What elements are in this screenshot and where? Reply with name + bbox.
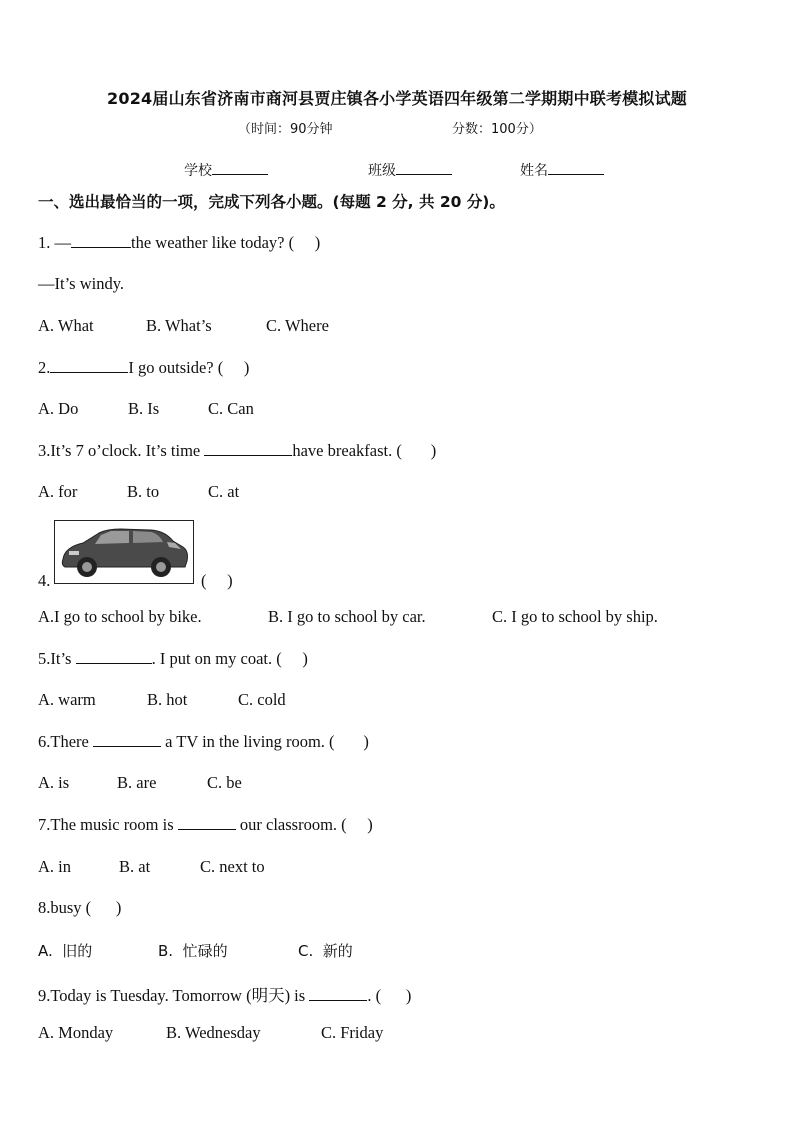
option-b[interactable]: B. are [117,773,157,792]
exam-time: （时间：90分钟 [238,122,333,137]
option-a[interactable]: A.I go to school by bike. [38,607,202,626]
question-text: a TV in the living room. ( ) [160,732,369,751]
option-b[interactable]: B. I go to school by car. [268,607,426,626]
name-label: 姓名 [520,163,548,179]
question-text: 7.The music room is [38,815,178,834]
question-4 [38,571,50,591]
option-c[interactable]: C. I go to school by ship. [492,607,658,626]
option-a[interactable]: A. What [38,316,94,335]
question-1 [38,233,320,253]
option-c[interactable]: C. Can [208,399,254,418]
option-c[interactable]: C. Where [266,316,329,335]
school-label: 学校 [184,163,212,179]
option-c[interactable]: C. Friday [321,1023,384,1042]
question-6 [38,732,369,752]
option-b[interactable]: B. to [127,482,160,501]
option-a[interactable]: A. in [38,857,71,876]
option-b[interactable]: B. Wednesday [166,1023,261,1042]
question-5 [38,649,308,669]
question-text: the weather like today? ( ) [131,233,321,252]
question-2 [38,358,249,378]
question-text: 4. [38,571,51,590]
question-text: I go outside? ( ) [128,358,250,377]
name-field[interactable] [520,160,548,180]
class-label: 班级 [368,163,396,179]
option-a[interactable]: A. 旧的 [38,942,93,960]
question-text: our classroom. ( ) [235,815,373,834]
section-title: 一、选出最恰当的一项，完成下列各小题。(每题 2 分, 共 20 分)。 [38,193,505,211]
car-icon [55,521,193,583]
question-8: 8.busy ( ) [38,898,122,917]
question-text: 3.It’s 7 o’clock. It’s time [38,441,205,460]
option-c[interactable]: C. next to [200,857,265,876]
option-a[interactable]: A. warm [38,690,96,709]
question-4-paren: ( ) [201,571,233,590]
question-3 [38,441,436,461]
school-field[interactable] [184,160,212,180]
option-a[interactable]: A. Do [38,399,79,418]
option-c[interactable]: C. at [208,482,240,501]
option-b[interactable]: B. What’s [146,316,212,335]
option-b[interactable]: B. at [119,857,151,876]
question-text: have breakfast. ( ) [292,441,437,460]
option-b[interactable]: B. Is [128,399,160,418]
question-text: 2. [38,358,51,377]
question-text: . I put on my coat. ( ) [151,649,308,668]
class-field[interactable] [368,160,396,180]
question-1-reply: —It’s windy. [38,274,125,293]
question-text: 5.It’s [38,649,76,668]
option-a[interactable]: A. is [38,773,70,792]
option-a[interactable]: A. Monday [38,1023,114,1042]
option-a[interactable]: A. for [38,482,78,501]
exam-score: 分数：100分） [452,122,542,137]
option-b[interactable]: B. 忙碌的 [158,942,228,960]
question-9 [38,982,411,1006]
option-c[interactable]: C. be [207,773,242,792]
option-c[interactable]: C. 新的 [298,942,353,960]
question-text: 1. — [38,233,71,252]
option-b[interactable]: B. hot [147,690,188,709]
option-c[interactable]: C. cold [238,690,286,709]
question-7 [38,815,373,835]
exam-title: 2024届山东省济南市商河县贾庄镇各小学英语四年级第二学期期中联考模拟试题 [107,89,687,108]
car-picture [54,520,194,584]
question-text: . ( ) [367,986,412,1005]
question-text: 6.There [38,732,93,751]
question-text: 9.Today is Tuesday. Tomorrow (明天) is [38,986,310,1005]
